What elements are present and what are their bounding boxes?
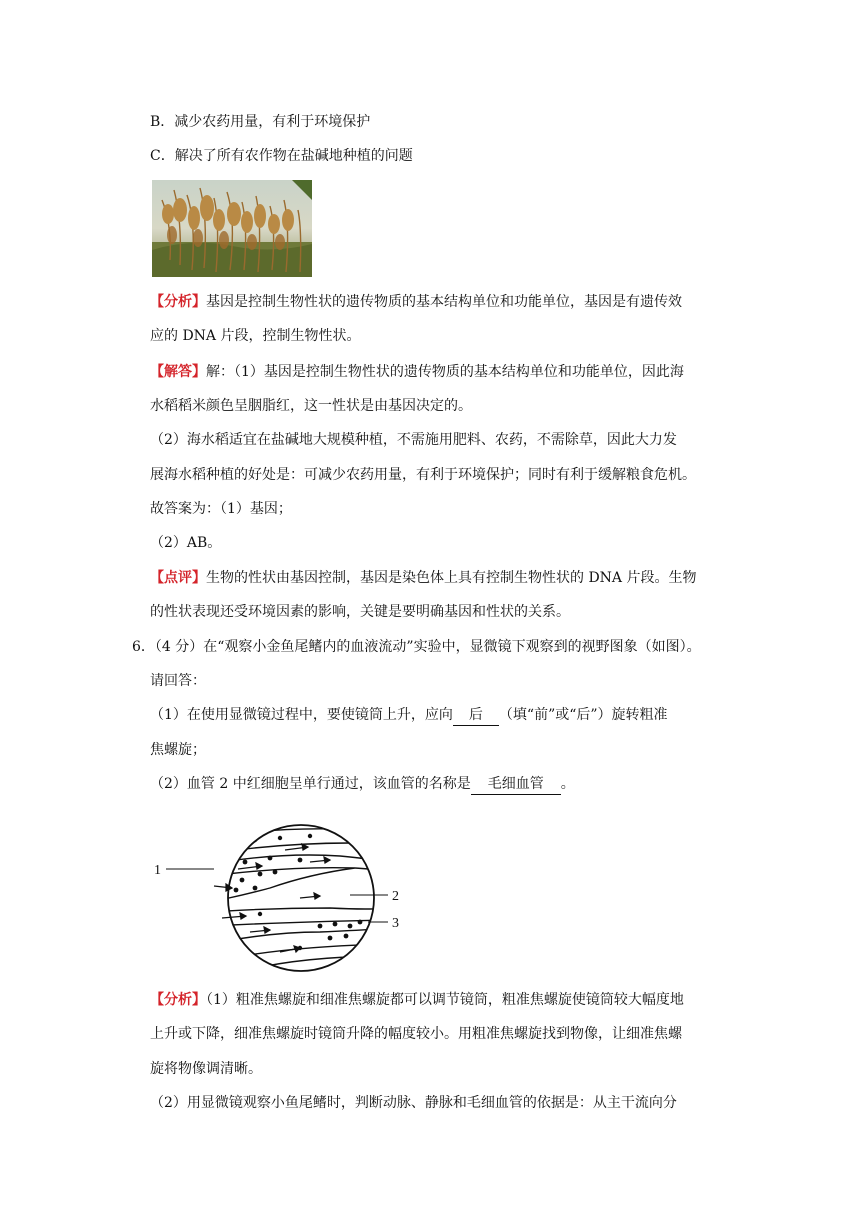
q6-stem-line-1: 6．（4 分）在“观察小金鱼尾鳍内的血液流动”实验中，显微镜下观察到的视野图象（如图）。: [132, 639, 701, 655]
analysis-text: 基因是控制生物性状的遗传物质的基本结构单位和功能单位，基因是有遗传效: [206, 294, 682, 310]
q5-analysis-line-1: [150, 292, 682, 312]
analysis-tag: 【分析】: [150, 992, 206, 1008]
analysis-tag: 【分析】: [150, 294, 206, 310]
option-c: C．解决了所有农作物在盐碱地种植的问题: [150, 148, 413, 164]
q5-comment-line-1: [150, 568, 696, 588]
q5-answer-line-5: 故答案为：（1）基因；: [150, 501, 292, 517]
q5-comment-line-2: 的性状表现还受环境因素的影响，关键是要明确基因和性状的关系。: [150, 604, 570, 620]
q6-sub2-line: [150, 774, 575, 795]
q5-answer-line-4: 展海水稻种植的好处是：可减少农药用量，有利于环境保护；同时有利于缓解粮食危机。: [150, 467, 696, 483]
q5-answer-line-3: （2）海水稻适宜在盐碱地大规模种植，不需施用肥料、农药，不需除草，因此大力发: [150, 432, 677, 448]
q6-analysis-line-4: （2）用显微镜观察小鱼尾鳍时，判断动脉、静脉和毛细血管的依据是：从主干流向分: [150, 1095, 677, 1111]
q6-sub1-cont: 焦螺旋；: [150, 742, 206, 758]
analysis-text: （1）粗准焦螺旋和细准焦螺旋都可以调节镜筒，粗准焦螺旋使镜筒较大幅度地: [206, 992, 684, 1008]
q5-answer-line-2: 水稻稻米颜色呈胭脂红，这一性状是由基因决定的。: [150, 398, 472, 414]
sub2-suffix: 。: [560, 776, 575, 792]
microscope-field-diagram: [150, 822, 410, 974]
q6-sub1-line: [150, 705, 668, 726]
rice-photo: [152, 180, 312, 277]
fig-label-3: 3: [392, 916, 399, 931]
comment-text: 生物的性状由基因控制，基因是染色体上具有控制生物性状的 DNA 片段。生物: [206, 570, 697, 586]
option-b: B．减少农药用量，有利于环境保护: [150, 114, 371, 130]
sub2-prefix: （2）血管 2 中红细胞呈单行通过，该血管的名称是: [150, 776, 471, 792]
sub1-suffix: （填“前”或“后”）旋转粗准: [498, 707, 668, 723]
q6-stem-line-2: 请回答：: [150, 673, 206, 689]
q6-analysis-line-3: 旋将物像调清晰。: [150, 1061, 262, 1077]
sub1-answer-blank: 后: [453, 705, 499, 726]
q6-analysis-line-2: 上升或下降，细准焦螺旋时镜筒升降的幅度较小。用粗准焦螺旋找到物像，让细准焦螺: [150, 1026, 682, 1042]
answer-tag: 【解答】: [150, 364, 206, 380]
sub2-answer-blank: 毛细血管: [471, 774, 561, 795]
comment-tag: 【点评】: [150, 570, 206, 586]
fig-label-1: 1: [154, 863, 161, 878]
fig-label-2: 2: [392, 889, 399, 904]
q5-answer-line-1: [150, 362, 684, 382]
sub1-prefix: （1）在使用显微镜过程中，要使镜筒上升，应向: [150, 707, 453, 723]
q5-analysis-line-2: 应的 DNA 片段，控制生物性状。: [150, 328, 361, 344]
answer-text: 解：（1）基因是控制生物性状的遗传物质的基本结构单位和功能单位，因此海: [206, 364, 684, 380]
q5-answer-line-6: （2）AB。: [150, 535, 222, 551]
q6-analysis-line-1: [150, 990, 684, 1010]
